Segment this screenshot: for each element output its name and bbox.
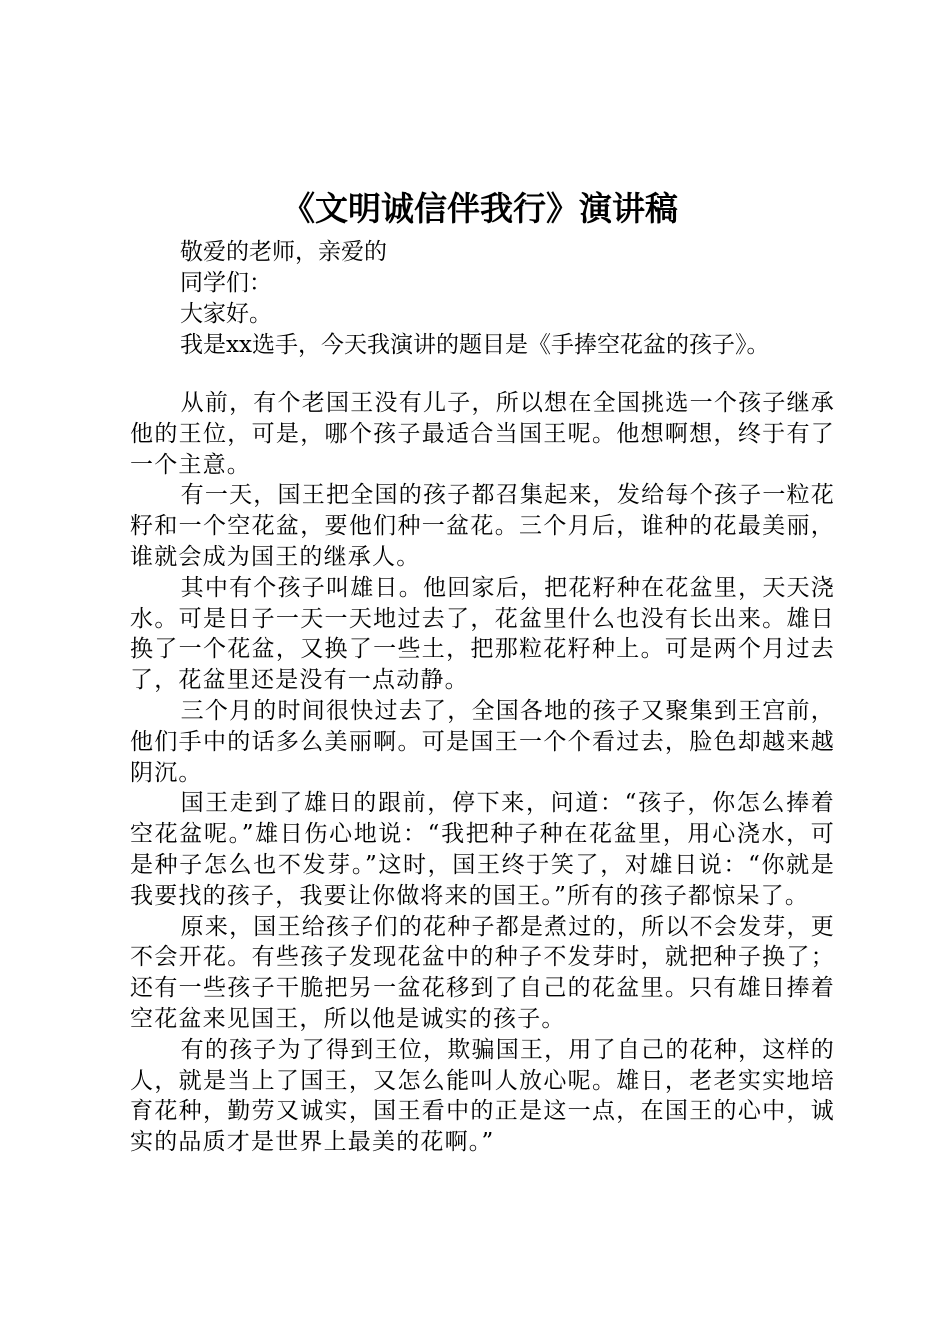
greeting-line: 同学们： xyxy=(180,270,272,296)
paragraph: 有一天，国王把全国的孩子都召集起来，发给每个孩子一粒花籽和一个空花盆，要他们种一盆花。三个月后，谁种的花最美丽，谁就会成为国王的继承人。 xyxy=(130,482,835,570)
paragraph: 三个月的时间很快过去了，全国各地的孩子又聚集到王宫前，他们手中的话多么美丽啊。可是国王一个个看过去，脸色却越来越阴沉。 xyxy=(130,697,835,786)
document-title: 《文明诚信伴我行》演讲稿 xyxy=(282,189,678,228)
paragraph: 其中有个孩子叫雄日。他回家后，把花籽种在花盆里，天天浇水。可是日子一天一天地过去了，花盆里什么也没有长出来。雄日换了一个花盆，又换了一些土，把那粒花籽种上。可是两个月过去了，花盆里还是没有一点动静。 xyxy=(130,574,835,694)
paragraph: 原来，国王给孩子们的花种子都是煮过的，所以不会发芽，更不会开花。有些孩子发现花盆中的种子不发芽时，就把种子换了；还有一些孩子干脆把另一盆花移到了自己的花盆里。只有雄日捧着空花盆来见国王，所以他是诚实的孩子。 xyxy=(130,913,835,1032)
speech-body xyxy=(130,388,835,1158)
paragraph: 有的孩子为了得到王位，欺骗国王，用了自己的花种，这样的人，就是当上了国王，又怎么能叫人放心呢。雄日，老老实实地培育花种，勤劳又诚实，国王看中的正是这一点，在国王的心中，诚实的品质才是世界上最美的花啊。” xyxy=(130,1036,835,1156)
greeting-line: 敬爱的老师，亲爱的 xyxy=(180,239,387,265)
paragraph: 从前，有个老国王没有儿子，所以想在全国挑选一个孩子继承他的王位，可是，哪个孩子最适合当国王呢。他想啊想，终于有了一个主意。 xyxy=(130,390,835,478)
paragraph: 国王走到了雄日的跟前，停下来，问道：“孩子，你怎么捧着空花盆呢。”雄日伤心地说：“我把种子种在花盆里，用心浇水，可是种子怎么也不发芽。”这时，国王终于笑了，对雄日说：“你就是我要找的孩子，我要让你做将来的国王。”所有的孩子都惊呆了。 xyxy=(130,790,835,909)
greeting-line: 大家好。 xyxy=(180,301,272,327)
intro-line: 我是xx选手，今天我演讲的题目是《手捧空花盆的孩子》。 xyxy=(180,332,770,358)
